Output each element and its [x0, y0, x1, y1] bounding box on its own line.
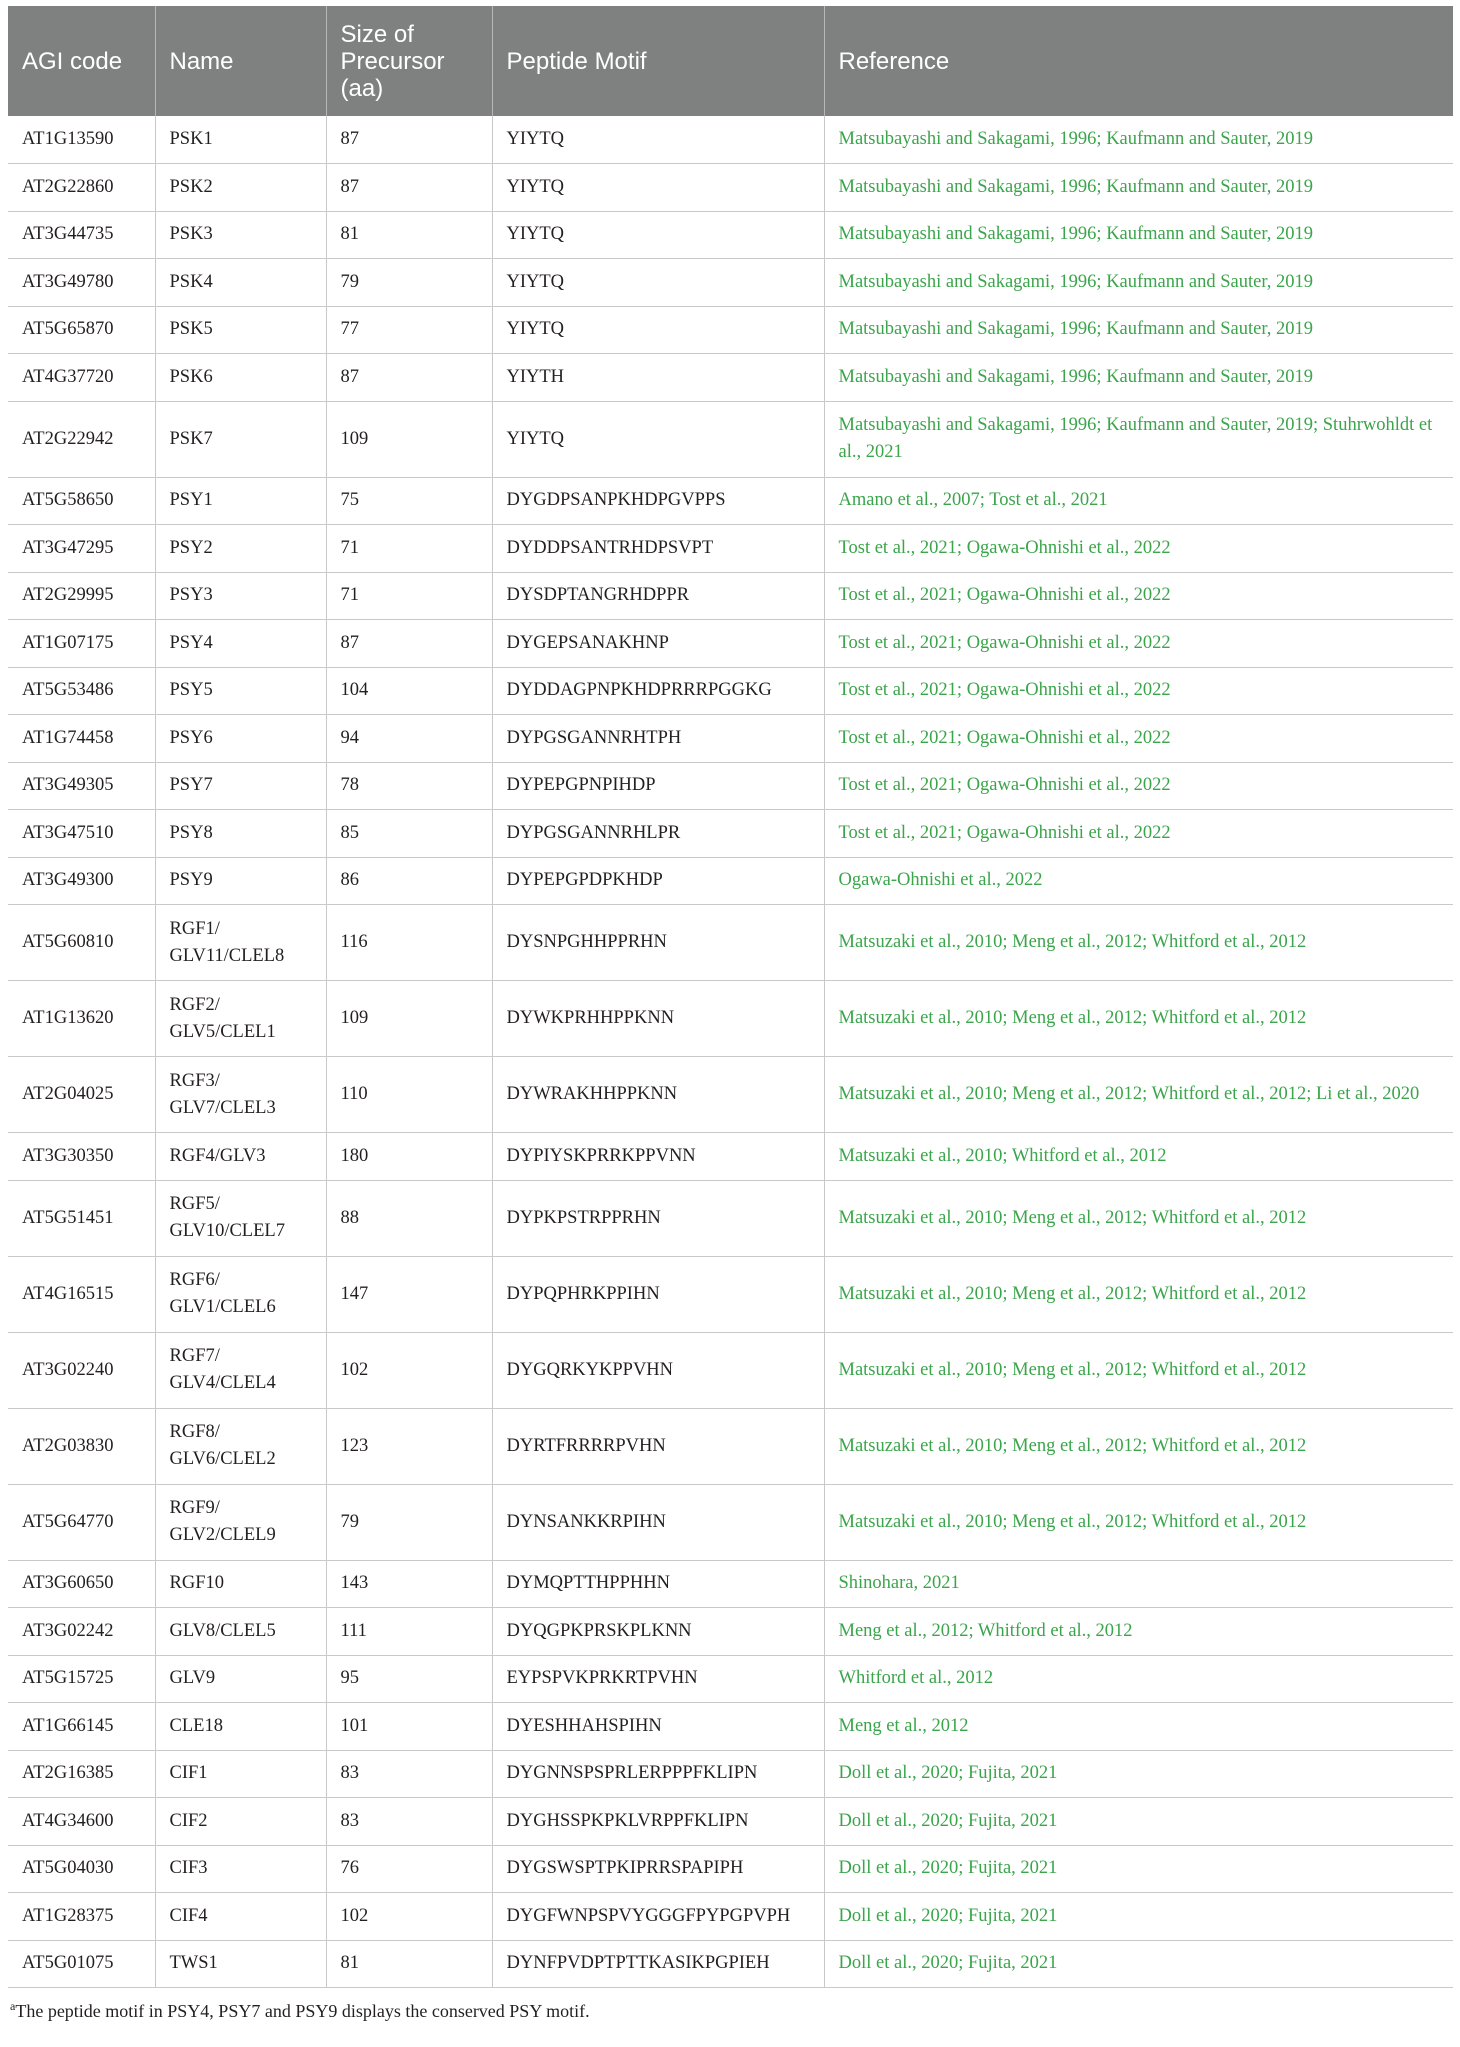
header-name: Name: [155, 6, 326, 116]
name-cell: GLV9: [155, 1655, 326, 1703]
reference-cell[interactable]: Tost et al., 2021; Ogawa-Ohnishi et al., 2022: [824, 810, 1453, 858]
precursor-size-cell: 83: [326, 1798, 492, 1846]
peptide-motif-cell: DYNFPVDPTPTTKASIKPGPIEH: [492, 1940, 824, 1988]
name-cell: RGF5/ GLV10/CLEL7: [155, 1180, 326, 1256]
table-row: [8, 164, 1453, 212]
table-row: [8, 354, 1453, 402]
precursor-size-cell: 87: [326, 354, 492, 402]
name-cell: PSK1: [155, 116, 326, 164]
footnote-marker: a: [10, 1999, 16, 2013]
table-row: [8, 525, 1453, 573]
reference-cell[interactable]: Doll et al., 2020; Fujita, 2021: [824, 1845, 1453, 1893]
precursor-size-cell: 81: [326, 1940, 492, 1988]
table-row: [8, 1484, 1453, 1560]
name-cell: PSK3: [155, 211, 326, 259]
name-cell: PSY6: [155, 715, 326, 763]
name-cell: PSK2: [155, 164, 326, 212]
peptide-motif-cell: DYGFWNPSPVYGGGFPYPGPVPH: [492, 1893, 824, 1941]
peptide-motif-cell: DYQGPKPRSKPLKNN: [492, 1608, 824, 1656]
name-cell: PSY1: [155, 477, 326, 525]
agi-code-cell: AT3G02240: [8, 1332, 155, 1408]
header-agi-code: AGI code: [8, 6, 155, 116]
name-cell: PSK6: [155, 354, 326, 402]
reference-cell[interactable]: Doll et al., 2020; Fujita, 2021: [824, 1798, 1453, 1846]
name-cell: RGF1/ GLV11/CLEL8: [155, 905, 326, 981]
agi-code-cell: AT2G22942: [8, 401, 155, 477]
footnote-text: The peptide motif in PSY4, PSY7 and PSY9 displays the conserved PSY motif.: [15, 2001, 590, 2021]
table-body: [8, 116, 1453, 1988]
precursor-size-cell: 111: [326, 1608, 492, 1656]
agi-code-cell: AT1G28375: [8, 1893, 155, 1941]
agi-code-cell: AT2G16385: [8, 1750, 155, 1798]
precursor-size-cell: 88: [326, 1180, 492, 1256]
name-cell: RGF9/ GLV2/CLEL9: [155, 1484, 326, 1560]
peptide-motif-cell: DYSNPGHHPPRHN: [492, 905, 824, 981]
peptide-motif-cell: DYPGSGANNRHTPH: [492, 715, 824, 763]
reference-cell[interactable]: Tost et al., 2021; Ogawa-Ohnishi et al., 2022: [824, 525, 1453, 573]
table-row: [8, 116, 1453, 164]
table-row: [8, 1703, 1453, 1751]
name-cell: PSY7: [155, 762, 326, 810]
reference-cell[interactable]: Matsuzaki et al., 2010; Meng et al., 2012; Whitford et al., 2012: [824, 981, 1453, 1057]
agi-code-cell: AT2G29995: [8, 572, 155, 620]
precursor-size-cell: 79: [326, 1484, 492, 1560]
table-row: [8, 1180, 1453, 1256]
name-cell: PSK5: [155, 306, 326, 354]
name-cell: PSY2: [155, 525, 326, 573]
agi-code-cell: AT3G49305: [8, 762, 155, 810]
peptide-motif-cell: DYPGSGANNRHLPR: [492, 810, 824, 858]
peptide-motif-cell: DYWKPRHHPPKNN: [492, 981, 824, 1057]
agi-code-cell: AT4G16515: [8, 1256, 155, 1332]
table-row: [8, 715, 1453, 763]
agi-code-cell: AT5G51451: [8, 1180, 155, 1256]
agi-code-cell: AT3G47510: [8, 810, 155, 858]
reference-cell[interactable]: Matsuzaki et al., 2010; Meng et al., 2012; Whitford et al., 2012: [824, 1332, 1453, 1408]
reference-cell[interactable]: Matsubayashi and Sakagami, 1996; Kaufmann and Sauter, 2019: [824, 164, 1453, 212]
reference-cell[interactable]: Matsubayashi and Sakagami, 1996; Kaufmann and Sauter, 2019: [824, 354, 1453, 402]
reference-cell[interactable]: Matsuzaki et al., 2010; Meng et al., 2012; Whitford et al., 2012: [824, 1180, 1453, 1256]
precursor-size-cell: 102: [326, 1893, 492, 1941]
agi-code-cell: AT5G60810: [8, 905, 155, 981]
precursor-size-cell: 95: [326, 1655, 492, 1703]
precursor-size-cell: 102: [326, 1332, 492, 1408]
header-size-of-precursor: Size of Precursor (aa): [326, 6, 492, 116]
agi-code-cell: AT5G04030: [8, 1845, 155, 1893]
table-row: [8, 1608, 1453, 1656]
name-cell: PSY9: [155, 857, 326, 905]
agi-code-cell: AT3G49780: [8, 259, 155, 307]
reference-cell[interactable]: Meng et al., 2012: [824, 1703, 1453, 1751]
precursor-size-cell: 104: [326, 667, 492, 715]
name-cell: CIF4: [155, 1893, 326, 1941]
precursor-size-cell: 116: [326, 905, 492, 981]
precursor-size-cell: 71: [326, 572, 492, 620]
peptide-motif-cell: YIYTQ: [492, 259, 824, 307]
agi-code-cell: AT5G15725: [8, 1655, 155, 1703]
precursor-size-cell: 109: [326, 981, 492, 1057]
reference-cell[interactable]: Meng et al., 2012; Whitford et al., 2012: [824, 1608, 1453, 1656]
name-cell: RGF6/ GLV1/CLEL6: [155, 1256, 326, 1332]
peptide-motif-cell: DYDDPSANTRHDPSVPT: [492, 525, 824, 573]
precursor-size-cell: 110: [326, 1057, 492, 1133]
agi-code-cell: AT1G74458: [8, 715, 155, 763]
reference-cell[interactable]: Matsubayashi and Sakagami, 1996; Kaufmann and Sauter, 2019; Stuhrwohldt et al., 2021: [824, 401, 1453, 477]
peptide-motif-cell: YIYTH: [492, 354, 824, 402]
name-cell: RGF2/ GLV5/CLEL1: [155, 981, 326, 1057]
reference-cell[interactable]: Amano et al., 2007; Tost et al., 2021: [824, 477, 1453, 525]
table-row: [8, 905, 1453, 981]
precursor-size-cell: 147: [326, 1256, 492, 1332]
peptide-motif-cell: DYPEPGPNPIHDP: [492, 762, 824, 810]
agi-code-cell: AT4G37720: [8, 354, 155, 402]
reference-cell[interactable]: Tost et al., 2021; Ogawa-Ohnishi et al., 2022: [824, 667, 1453, 715]
agi-code-cell: AT1G66145: [8, 1703, 155, 1751]
name-cell: PSY8: [155, 810, 326, 858]
name-cell: CIF3: [155, 1845, 326, 1893]
table-row: [8, 1655, 1453, 1703]
agi-code-cell: AT4G34600: [8, 1798, 155, 1846]
precursor-size-cell: 109: [326, 401, 492, 477]
name-cell: RGF7/ GLV4/CLEL4: [155, 1332, 326, 1408]
table-container: [8, 6, 1453, 2022]
peptide-motif-cell: DYESHHAHSPIHN: [492, 1703, 824, 1751]
reference-cell[interactable]: Matsubayashi and Sakagami, 1996; Kaufmann and Sauter, 2019: [824, 211, 1453, 259]
agi-code-cell: AT1G13620: [8, 981, 155, 1057]
reference-cell[interactable]: Tost et al., 2021; Ogawa-Ohnishi et al., 2022: [824, 620, 1453, 668]
reference-cell[interactable]: Matsubayashi and Sakagami, 1996; Kaufmann and Sauter, 2019: [824, 306, 1453, 354]
agi-code-cell: AT3G02242: [8, 1608, 155, 1656]
name-cell: TWS1: [155, 1940, 326, 1988]
reference-cell[interactable]: Matsuzaki et al., 2010; Whitford et al., 2012: [824, 1133, 1453, 1181]
agi-code-cell: AT3G60650: [8, 1560, 155, 1608]
peptide-motif-cell: DYGHSSPKPKLVRPPFKLIPN: [492, 1798, 824, 1846]
peptide-motif-cell: DYGEPSANAKHNP: [492, 620, 824, 668]
reference-cell[interactable]: Tost et al., 2021; Ogawa-Ohnishi et al., 2022: [824, 762, 1453, 810]
peptide-motif-cell: DYMQPTTHPPHHN: [492, 1560, 824, 1608]
table-row: [8, 1332, 1453, 1408]
table-row: [8, 810, 1453, 858]
peptide-table: [8, 6, 1453, 1988]
precursor-size-cell: 81: [326, 211, 492, 259]
precursor-size-cell: 86: [326, 857, 492, 905]
table-row: [8, 477, 1453, 525]
peptide-motif-cell: YIYTQ: [492, 401, 824, 477]
table-row: [8, 1940, 1453, 1988]
precursor-size-cell: 77: [326, 306, 492, 354]
peptide-motif-cell: DYPIYSKPRRKPPVNN: [492, 1133, 824, 1181]
peptide-motif-cell: DYGDPSANPKHDPGVPPS: [492, 477, 824, 525]
table-row: [8, 401, 1453, 477]
table-row: [8, 306, 1453, 354]
agi-code-cell: AT5G65870: [8, 306, 155, 354]
agi-code-cell: AT5G01075: [8, 1940, 155, 1988]
table-row: [8, 1750, 1453, 1798]
reference-cell[interactable]: Matsubayashi and Sakagami, 1996; Kaufmann and Sauter, 2019: [824, 116, 1453, 164]
peptide-motif-cell: DYPKPSTRPPRHN: [492, 1180, 824, 1256]
agi-code-cell: AT3G44735: [8, 211, 155, 259]
reference-cell[interactable]: Shinohara, 2021: [824, 1560, 1453, 1608]
peptide-motif-cell: DYGQRKYKPPVHN: [492, 1332, 824, 1408]
agi-code-cell: AT3G49300: [8, 857, 155, 905]
peptide-motif-cell: DYGSWSPTPKIPRRSPAPIPH: [492, 1845, 824, 1893]
agi-code-cell: AT2G03830: [8, 1408, 155, 1484]
agi-code-cell: AT3G47295: [8, 525, 155, 573]
table-row: [8, 259, 1453, 307]
table-row: [8, 1893, 1453, 1941]
reference-cell[interactable]: Doll et al., 2020; Fujita, 2021: [824, 1940, 1453, 1988]
name-cell: RGF4/GLV3: [155, 1133, 326, 1181]
reference-cell[interactable]: Ogawa-Ohnishi et al., 2022: [824, 857, 1453, 905]
reference-cell[interactable]: Matsuzaki et al., 2010; Meng et al., 2012; Whitford et al., 2012: [824, 1256, 1453, 1332]
table-header: [8, 6, 1453, 116]
precursor-size-cell: 87: [326, 164, 492, 212]
peptide-motif-cell: YIYTQ: [492, 116, 824, 164]
name-cell: RGF8/ GLV6/CLEL2: [155, 1408, 326, 1484]
agi-code-cell: AT5G58650: [8, 477, 155, 525]
precursor-size-cell: 180: [326, 1133, 492, 1181]
agi-code-cell: AT5G53486: [8, 667, 155, 715]
table-row: [8, 1845, 1453, 1893]
table-row: [8, 1798, 1453, 1846]
reference-cell[interactable]: Matsuzaki et al., 2010; Meng et al., 2012; Whitford et al., 2012; Li et al., 2020: [824, 1057, 1453, 1133]
agi-code-cell: AT1G13590: [8, 116, 155, 164]
name-cell: PSK4: [155, 259, 326, 307]
agi-code-cell: AT5G64770: [8, 1484, 155, 1560]
peptide-motif-cell: DYPQPHRKPPIHN: [492, 1256, 824, 1332]
reference-cell[interactable]: Matsuzaki et al., 2010; Meng et al., 2012; Whitford et al., 2012: [824, 905, 1453, 981]
precursor-size-cell: 87: [326, 116, 492, 164]
name-cell: RGF10: [155, 1560, 326, 1608]
precursor-size-cell: 101: [326, 1703, 492, 1751]
peptide-motif-cell: DYPEPGPDPKHDP: [492, 857, 824, 905]
reference-cell[interactable]: Matsubayashi and Sakagami, 1996; Kaufmann and Sauter, 2019: [824, 259, 1453, 307]
precursor-size-cell: 87: [326, 620, 492, 668]
table-row: [8, 981, 1453, 1057]
table-row: [8, 620, 1453, 668]
table-row: [8, 1133, 1453, 1181]
header-peptide-motif: Peptide Motif: [492, 6, 824, 116]
peptide-motif-cell: DYNSANKKRPIHN: [492, 1484, 824, 1560]
name-cell: PSY4: [155, 620, 326, 668]
precursor-size-cell: 79: [326, 259, 492, 307]
table-row: [8, 211, 1453, 259]
name-cell: PSY3: [155, 572, 326, 620]
header-row: [8, 6, 1453, 116]
peptide-motif-cell: DYGNNSPSPRLERPPPFKLIPN: [492, 1750, 824, 1798]
table-row: [8, 1408, 1453, 1484]
name-cell: PSK7: [155, 401, 326, 477]
reference-cell[interactable]: Doll et al., 2020; Fujita, 2021: [824, 1893, 1453, 1941]
precursor-size-cell: 85: [326, 810, 492, 858]
precursor-size-cell: 123: [326, 1408, 492, 1484]
name-cell: GLV8/CLEL5: [155, 1608, 326, 1656]
precursor-size-cell: 83: [326, 1750, 492, 1798]
agi-code-cell: AT3G30350: [8, 1133, 155, 1181]
peptide-motif-cell: EYPSPVKPRKRTPVHN: [492, 1655, 824, 1703]
name-cell: PSY5: [155, 667, 326, 715]
reference-cell[interactable]: Matsuzaki et al., 2010; Meng et al., 2012; Whitford et al., 2012: [824, 1408, 1453, 1484]
precursor-size-cell: 75: [326, 477, 492, 525]
precursor-size-cell: 143: [326, 1560, 492, 1608]
reference-cell[interactable]: Tost et al., 2021; Ogawa-Ohnishi et al., 2022: [824, 715, 1453, 763]
peptide-motif-cell: DYDDAGPNPKHDPRRRPGGKG: [492, 667, 824, 715]
agi-code-cell: AT2G04025: [8, 1057, 155, 1133]
peptide-motif-cell: YIYTQ: [492, 164, 824, 212]
reference-cell[interactable]: Tost et al., 2021; Ogawa-Ohnishi et al., 2022: [824, 572, 1453, 620]
precursor-size-cell: 76: [326, 1845, 492, 1893]
peptide-motif-cell: DYSDPTANGRHDPPR: [492, 572, 824, 620]
reference-cell[interactable]: Whitford et al., 2012: [824, 1655, 1453, 1703]
agi-code-cell: AT1G07175: [8, 620, 155, 668]
table-footnote: [10, 1995, 1453, 2022]
peptide-motif-cell: YIYTQ: [492, 211, 824, 259]
precursor-size-cell: 94: [326, 715, 492, 763]
table-row: [8, 667, 1453, 715]
reference-cell[interactable]: Doll et al., 2020; Fujita, 2021: [824, 1750, 1453, 1798]
precursor-size-cell: 71: [326, 525, 492, 573]
table-row: [8, 1057, 1453, 1133]
header-reference: Reference: [824, 6, 1453, 116]
table-row: [8, 1560, 1453, 1608]
peptide-motif-cell: DYWRAKHHPPKNN: [492, 1057, 824, 1133]
precursor-size-cell: 78: [326, 762, 492, 810]
agi-code-cell: AT2G22860: [8, 164, 155, 212]
name-cell: CIF1: [155, 1750, 326, 1798]
table-row: [8, 1256, 1453, 1332]
name-cell: CIF2: [155, 1798, 326, 1846]
name-cell: RGF3/ GLV7/CLEL3: [155, 1057, 326, 1133]
peptide-motif-cell: YIYTQ: [492, 306, 824, 354]
table-row: [8, 762, 1453, 810]
table-row: [8, 857, 1453, 905]
reference-cell[interactable]: Matsuzaki et al., 2010; Meng et al., 2012; Whitford et al., 2012: [824, 1484, 1453, 1560]
peptide-motif-cell: DYRTFRRRRPVHN: [492, 1408, 824, 1484]
table-row: [8, 572, 1453, 620]
name-cell: CLE18: [155, 1703, 326, 1751]
